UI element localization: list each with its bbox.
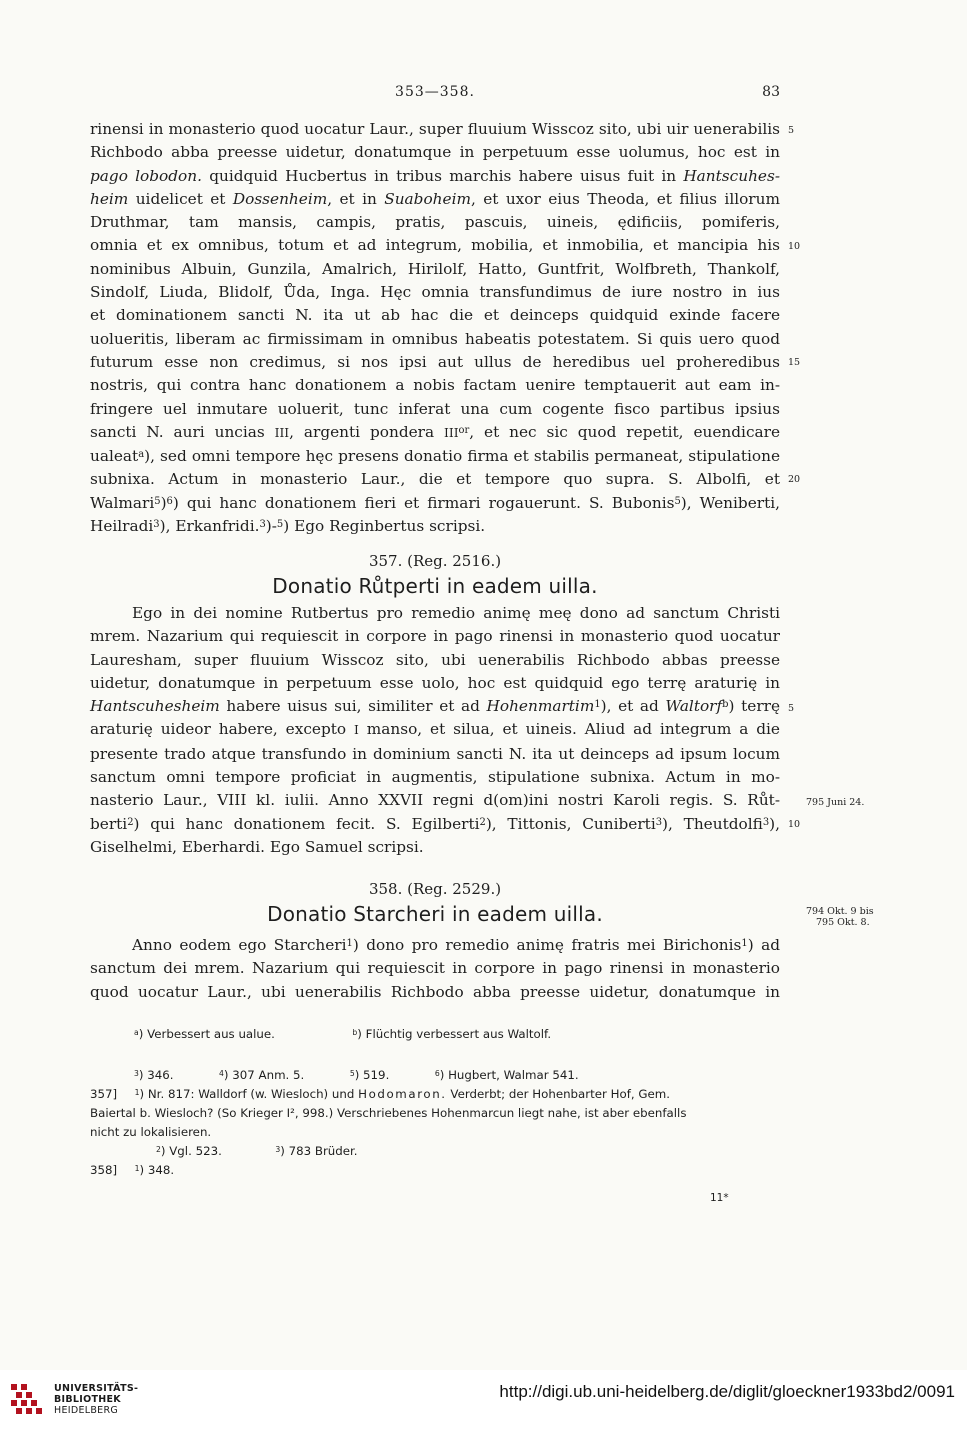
note-6: Hugbert, Walmar 541. (448, 1068, 579, 1082)
charter-continuation-text (90, 118, 780, 538)
place-name: heim (90, 189, 129, 208)
note-charter-label: 358] (90, 1163, 118, 1177)
note-357-2: Vgl. 523. (169, 1144, 222, 1158)
note-4: 307 Anm. 5. (232, 1068, 305, 1082)
text-line: Hantscuhesheim habere uisus sui, similiter et ad Hohenmartim$^1$), et ad Waltorf$^b$) terrę (90, 697, 780, 716)
note-a: Verbessert aus ualue. (147, 1027, 275, 1041)
text-line: sanctum omni tempore proficiat in augmentis, stipulatione subnixa. Actum in mo- (90, 768, 780, 787)
text-line: Heilradi$^3$), Erkanfridi.$^3$)-$^5$) Ego Reginbertus scripsi. (90, 517, 486, 536)
text-line: pago lobodon. quidquid Hucbertus in tribus marchis habere uisus fuit in Hantscuhes- (90, 166, 780, 185)
note-row: Baiertal b. Wiesloch? (So Krieger I², 998.) Verschriebenes Hohenmarcun liegt nahe, ist aber ebenfalls (90, 1106, 687, 1120)
charter-range: 353—358. (395, 84, 475, 100)
note-357-1-cont: Verderbt; der Hohenbarter Hof, Gem. (450, 1087, 670, 1101)
text-line: omnia et ex omnibus, totum et ad integrum, mobilia, et inmobilia, et mancipia his (90, 236, 780, 255)
note-row: $^a$) Verbessert aus ualue. $^b$) Flüchtig verbessert aus Waltolf. (134, 1027, 552, 1041)
text-line: nasterio Laur., VIII kl. iulii. Anno XXVII regni d(om)ini nostri Karoli regis. S. Růt- (90, 791, 780, 810)
charter-358-text (90, 934, 780, 1004)
text-line: futurum esse non credimus, si nos ipsi aut ullus de heredibus uel proheredibus (90, 352, 780, 371)
text-line: presente trado atque transfundo in dominium sancti N. ita ut deinceps ad ipsum locum (90, 744, 780, 763)
place-name: Waltorf (665, 697, 723, 716)
line-number: 5 (788, 125, 795, 136)
note-357-1: Nr. 817: Walldorf (w. Wiesloch) und (147, 1087, 355, 1101)
line-number: 20 (788, 474, 801, 485)
library-logo-icon (7, 1378, 49, 1424)
text-line: nominibus Albuin, Gunzila, Amalrich, Hirilolf, Hatto, Guntfrit, Wolfbreth, Thankolf, (90, 259, 780, 278)
note-357-3: 783 Brüder. (288, 1144, 358, 1158)
text-line: Druthmar, tam mansis, campis, pratis, pascuis, uineis, ędificiis, pomiferis, (90, 213, 780, 232)
register-number: 357. (Reg. 2516.) (368, 552, 502, 570)
line-number: 10 (788, 819, 801, 830)
text-line: Ego in dei nomine Rutbertus pro remedio animę meę dono ad sanctum Christi (132, 604, 780, 622)
place-name: pago lobodon. (90, 166, 202, 185)
note-b: Flüchtig verbessert aus Waltolf. (365, 1027, 552, 1041)
text-line: uolueritis, liberam ac firmissimam in omnibus habeatis potestatem. Si quis uero quod (90, 329, 780, 348)
line-number: 5 (788, 703, 795, 714)
place-name: Dossenheim (232, 189, 328, 208)
text-line: quod uocatur Laur., ubi uenerabilis Richbodo abba preesse uidetur, donatumque in (90, 982, 780, 1001)
text-line: ualeat$^a$), sed omni tempore hęc presens donatio firma et stabilis permaneat, stipulatione (90, 447, 780, 466)
footer-bar (0, 1370, 967, 1444)
place-name: Hantscuhesheim (90, 697, 220, 716)
charter-358-heading (90, 880, 780, 926)
note-3: 346. (147, 1068, 174, 1082)
charter-357-text (90, 602, 780, 859)
text-line: uidetur, donatumque in perpetuum esse uolo, hoc est quidquid ego terrę araturię in (90, 673, 780, 692)
margin-date-note: 795 Okt. 8. (816, 917, 870, 928)
place-name: Hohenmartim (486, 697, 595, 716)
margin-date-note: 795 Juni 24. (806, 797, 865, 808)
text-line: heim uidelicet et Dossenheim, et in Suaboheim, et uxor eius Theoda, et filius illorum (90, 189, 780, 208)
text-line: Walmari$^5$)$^6$) qui hanc donationem fieri et firmari rogauerunt. S. Bubonis$^5$), Weniberti, (90, 493, 780, 512)
place-name: Hantscuhes- (683, 166, 780, 185)
note-charter-label: 357] (90, 1087, 118, 1101)
margin-date-note: 794 Okt. 9 bis (806, 906, 874, 917)
text-line: et dominationem sancti N. ita ut ab hac die et deinceps quidquid exinde facere (90, 306, 780, 325)
text-line: Richbodo abba preesse uidetur, donatumque in perpetuum esse uolumus, hoc est in (90, 143, 780, 162)
commentary-notes (90, 1066, 780, 1180)
text-line: mrem. Nazarium qui requiescit in corpore in pago rinensi in monasterio quod uocatur (90, 627, 780, 646)
text-line: araturię uideor habere, excepto I manso, et silua, et uineis. Aliud ad integrum a die (90, 720, 780, 739)
text-line: rinensi in monasterio quod uocatur Laur., super fluuium Wisscoz sito, ubi uir uenerabilis (90, 120, 780, 138)
text-line: Lauresham, super fluuium Wisscoz sito, ubi uenerabilis Richbodo abbas preesse (90, 650, 780, 669)
text-line: nostris, qui contra hanc donationem a nobis factam uenire temptauerit aut eam in- (90, 376, 780, 395)
note-5: 519. (363, 1068, 390, 1082)
charter-357-heading (90, 552, 780, 598)
note-row: 357] $^1$) Nr. 817: Walldorf (w. Wiesloch) und Hodomaron. Verderbt; der Hohenbarter Hof, Gem. (90, 1087, 670, 1101)
text-line: sanctum dei mrem. Nazarium qui requiescit in corpore in pago rinensi in monasterio (90, 959, 780, 978)
charter-title: Donatio Starcheri in eadem uilla. (267, 902, 603, 926)
note-spaced-name: Hodomaron. (358, 1087, 447, 1101)
text-line: Giselhelmi, Eberhardi. Ego Samuel scripsi. (90, 837, 424, 856)
charter-title: Donatio Růtperti in eadem uilla. (272, 574, 598, 598)
note-row: nicht zu lokalisieren. (90, 1125, 212, 1139)
line-number: 15 (788, 357, 801, 368)
line-number: 10 (788, 241, 801, 252)
register-number: 358. (Reg. 2529.) (368, 880, 502, 898)
note-row: $^2$) Vgl. 523. $^3$) 783 Brüder. (156, 1144, 358, 1158)
apparatus-notes (90, 1025, 780, 1044)
page-number: 83 (762, 84, 780, 100)
text-line: berti$^2$) qui hanc donationem fecit. S. Egilberti$^2$), Tittonis, Cuniberti$^3$), Theutdolfi$^3$), (90, 814, 781, 833)
note-row: $^3$) 346. $^4$) 307 Anm. 5. $^5$) 519. $^6$) Hugbert, Walmar 541. (134, 1068, 579, 1082)
text-line: Sindolf, Liuda, Blidolf, Ůda, Inga. Hęc omnia transfundimus de iure nostro in ius (90, 283, 780, 302)
text-line: fringere uel inmutare uoluerit, tunc inferat una cum cogente fisco partibus ipsius (90, 399, 780, 418)
text-line: sancti N. auri uncias III, argenti pondera $III^{or}$, et nec sic quod repetit, euendicare (90, 422, 781, 441)
signature-mark: 11* (710, 1192, 729, 1204)
place-name: Suaboheim (384, 189, 471, 208)
text-line: Anno eodem ego Starcheri$^1$) dono pro remedio animę fratris mei Birichonis$^1$) ad (132, 936, 780, 954)
note-row: 358] $^1$) 348. (90, 1163, 175, 1177)
source-url-link[interactable]: http://digi.ub.uni-heidelberg.de/diglit/gloeckner1933bd2/0091 (499, 1382, 955, 1401)
note-358-1: 348. (147, 1163, 175, 1177)
text-line: subnixa. Actum in monasterio Laur., die et tempore quo supra. S. Albolfi, et (90, 470, 780, 489)
library-name: UNIVERSITÄTS- BIBLIOTHEK HEIDELBERG (54, 1383, 139, 1416)
